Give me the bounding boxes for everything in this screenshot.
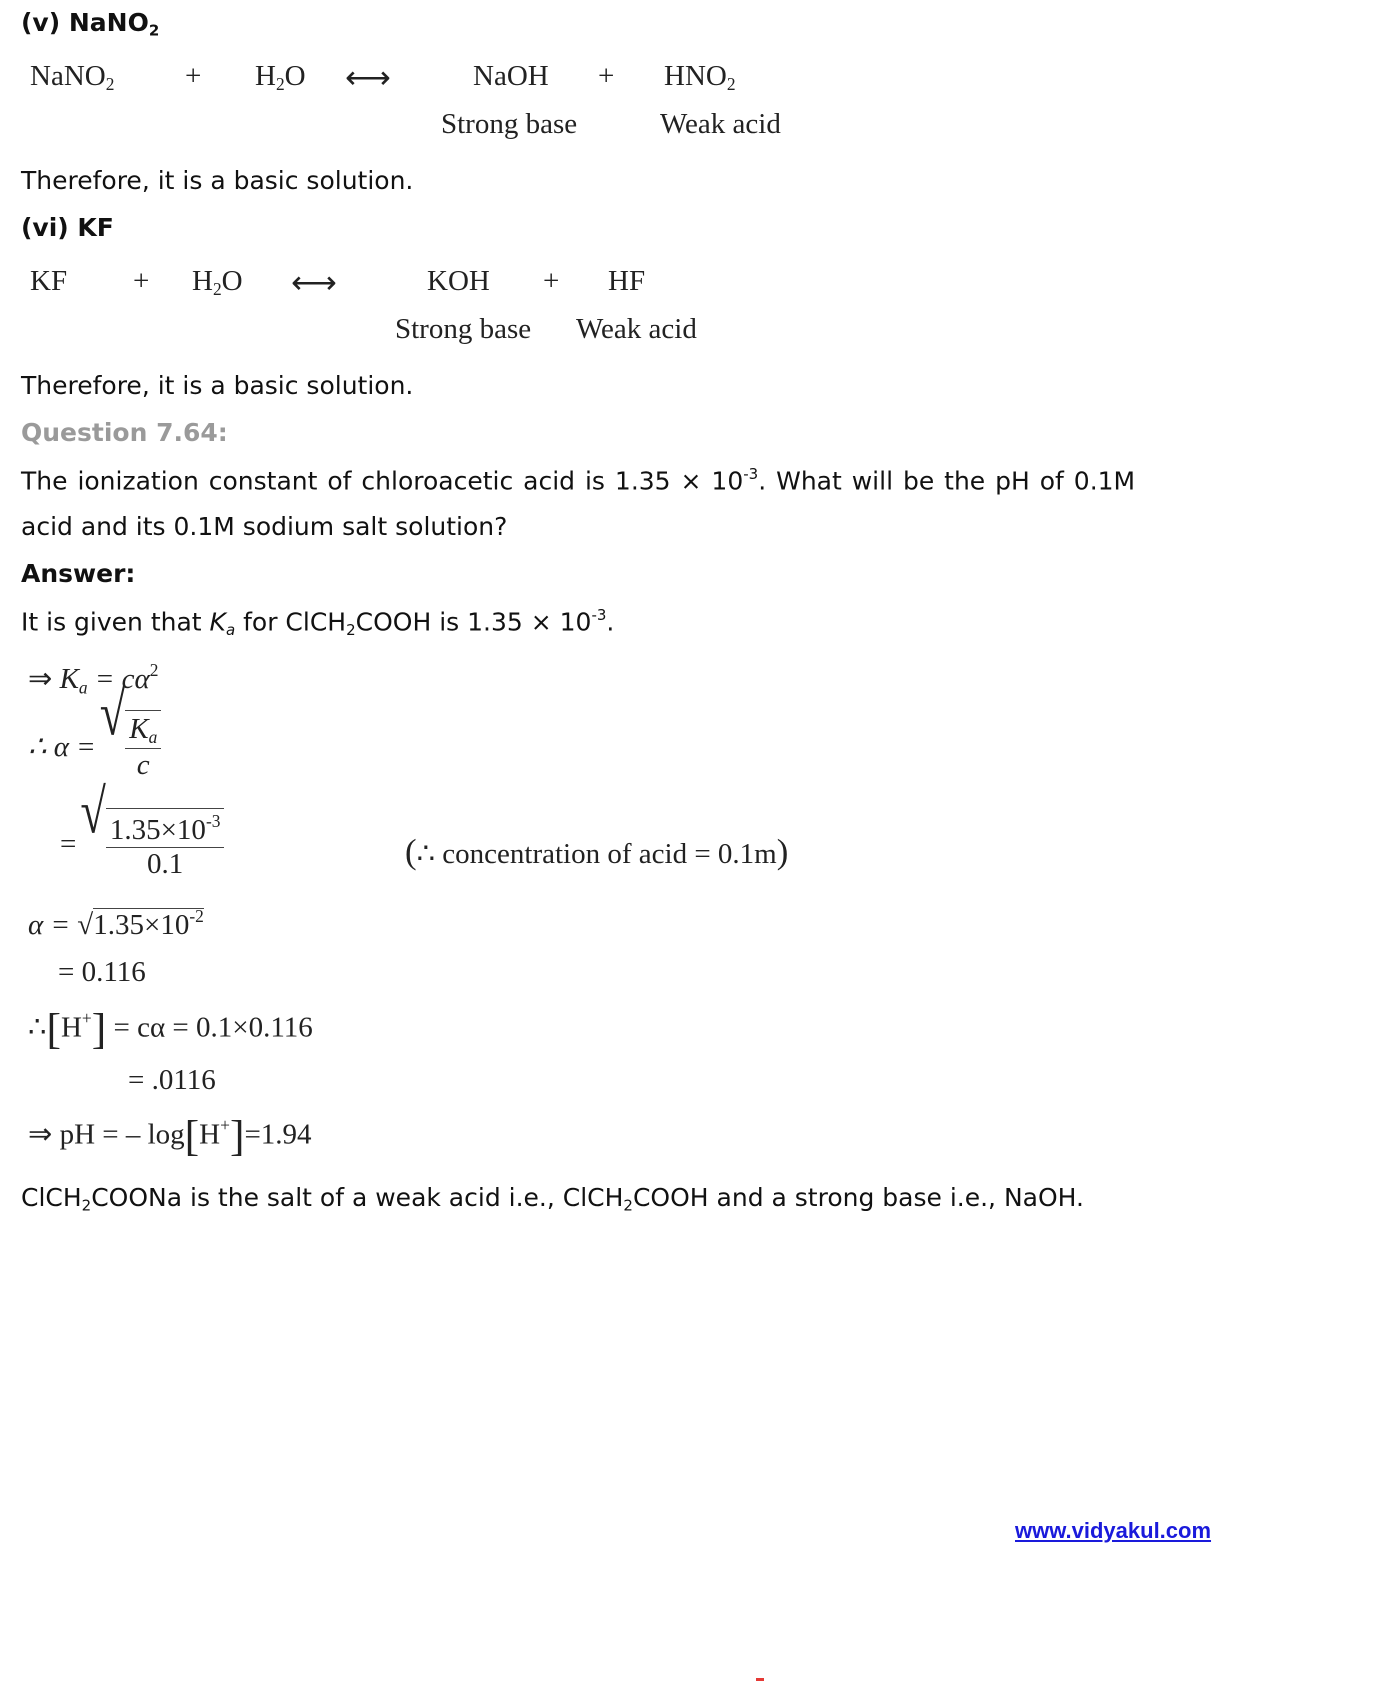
equation-v-reactant1: NaNO$_2$ <box>30 60 115 95</box>
equation-v-plus2: + <box>598 60 615 92</box>
section-vi-heading: (vi) KF <box>21 213 114 242</box>
math-line-alpha-value: $\alpha = √1.35\times 10^{-2}$ <box>28 906 204 942</box>
section-v-heading <box>21 8 159 40</box>
equilibrium-arrow-icon: ⟷ <box>291 264 337 300</box>
answer-given: It is given that $K_a$ for ClCH$_2$COOH is $1.35 \times 10^{-3}$. <box>21 606 615 639</box>
equation-vi-product2-label: Weak acid <box>576 313 697 345</box>
math-line-alpha-substitution: = √ $\frac{1.35\times 10^{-3}}{0.1}$ <box>60 808 224 881</box>
answer-title: Answer: <box>21 559 136 588</box>
math-line-h-result: = .0116 <box>128 1064 216 1096</box>
math-line-alpha-result: = 0.116 <box>58 956 146 988</box>
question-line-2: acid and its 0.1M sodium salt solution? <box>21 512 508 541</box>
equation-vi-product2: HF <box>608 265 646 297</box>
section-vi-conclusion: Therefore, it is a basic solution. <box>21 371 414 400</box>
equation-v-product1: NaOH <box>473 60 549 92</box>
question-line-1: The ionization constant of chloroacetic acid is $1.35 \times 10^{-3}$. What will be the pH of 0.1M <box>21 465 1136 496</box>
question-title: Question 7.64: <box>21 418 228 447</box>
equation-v-plus1: + <box>185 60 202 92</box>
equation-v-reactant2: $H_2O$ <box>255 60 306 95</box>
heading-subscript: 2 <box>148 21 160 40</box>
heading-text: (v) NaNO <box>21 8 149 37</box>
math-line-alpha-formula: ∴ α = √ $\frac{K_a}{c}$ <box>28 710 161 782</box>
equation-vi-reactant1: KF <box>30 265 68 297</box>
math-line-h-concentration: ∴[H+] = cα = 0.1×0.116 <box>28 1005 313 1053</box>
math-line-ph: ⇒ pH = – log[H+]=1.94 <box>28 1112 312 1160</box>
equation-v-product2-label: Weak acid <box>660 108 781 140</box>
equation-vi-product1-label: Strong base <box>395 313 532 345</box>
answer-final-statement: ClCH$_2$COONa is the salt of a weak acid i.e., ClCH$_2$COOH and a strong base i.e., NaOH. <box>21 1183 1084 1215</box>
equation-v-product1-label: Strong base <box>441 108 578 140</box>
math-line-ka: ⇒ $K_a = c\alpha^2$ <box>28 660 159 698</box>
equation-vi-product1: KOH <box>427 265 490 297</box>
equation-vi-plus1: + <box>133 265 150 297</box>
equilibrium-arrow-icon: ⟷ <box>345 59 391 95</box>
sqrt-symbol: √ $\frac{1.35\times 10^{-3}}{0.1}$ <box>80 808 224 881</box>
equation-v-product2: $HNO_2$ <box>664 60 736 95</box>
sqrt-symbol: √ $\frac{K_a}{c}$ <box>100 710 162 782</box>
equation-vi-plus2: + <box>543 265 560 297</box>
footer-website-link[interactable]: www.vidyakul.com <box>1015 1518 1212 1543</box>
equation-vi-reactant2: $H_2O$ <box>192 265 243 300</box>
math-note-concentration: (∴ concentration of acid = 0.1m) <box>405 832 789 871</box>
section-v-conclusion: Therefore, it is a basic solution. <box>21 166 414 195</box>
